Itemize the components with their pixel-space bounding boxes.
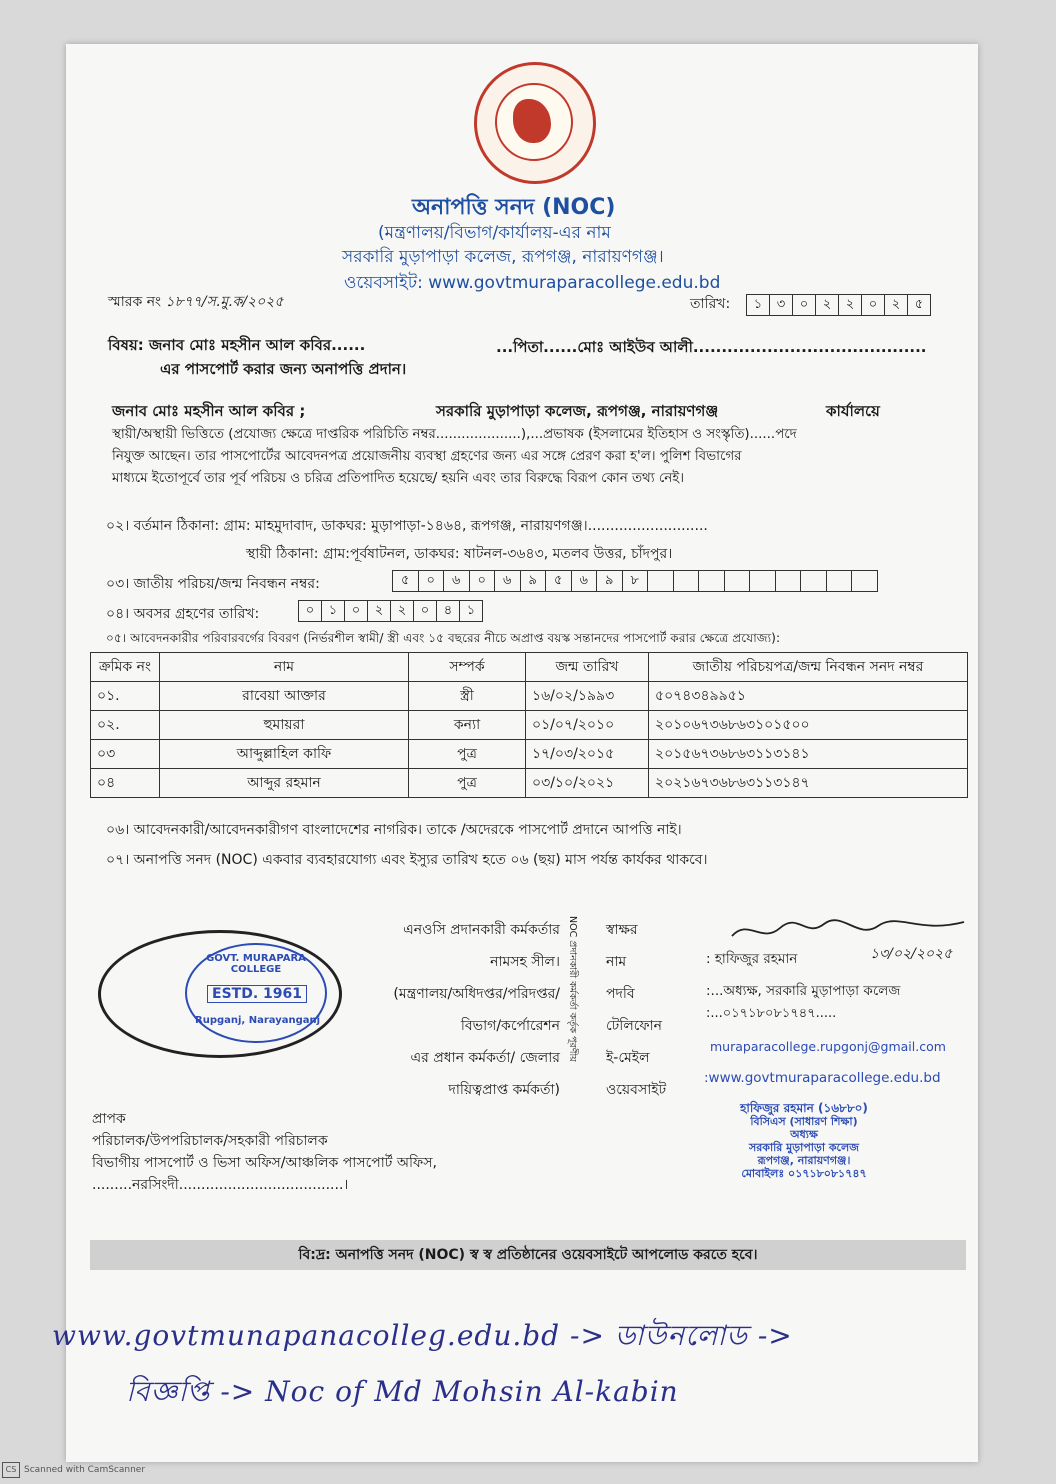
table-row <box>91 682 968 711</box>
subject-father: ...পিতা......মোঃ আইউব আলী......................................... <box>496 338 927 356</box>
cell-birthdate: ১৭/০৩/২০১৫ <box>526 740 649 769</box>
recipient-line-2: পরিচালক/উপপরিচালক/সহকারী পরিচালক <box>92 1133 328 1149</box>
footnote-bar: বি:দ্র: অনাপত্তি সনদ (NOC) স্ব স্ব প্রতিষ্ঠানের ওয়েবসাইটে আপলোড করতে হবে। <box>90 1240 966 1270</box>
family-table-header <box>91 653 968 682</box>
cell-name: রাবেয়া আক্তার <box>160 682 409 711</box>
nid-label: ০৩। জাতীয় পরিচয়/জন্ম নিবন্ধন নম্বর: <box>106 576 320 592</box>
office-suffix: কার্যালয়ে <box>826 402 880 420</box>
vertical-note: NOC প্রদানকারী কর্মকর্তা কর্তৃক পূরণীয় <box>567 916 578 1062</box>
permanent-address: স্থায়ী ঠিকানা: গ্রাম:পূর্বষাটনল, ডাকঘর: ষাটনল-৩৬৪৩, মতলব উত্তর, চাঁদপুর। <box>246 546 673 562</box>
field-label-phone: টেলিফোন <box>606 1018 663 1034</box>
noc-document-page <box>52 44 978 1462</box>
date-label: তারিখ: <box>690 296 731 312</box>
field-label-email: ই-মেইল <box>606 1050 650 1066</box>
retirement-boxes: ০ ১ ০ ২ ২ ০ ৪ ১ <box>298 600 483 622</box>
intro-paragraph-line-3: মাধ্যমে ইতোপূর্বে তার পূর্ব পরিচয় ও চরিত্র প্রতিপাদিত হয়েছে/ হয়নি এবং তার বিরুদ্ধে বিরূপ কোন তথ্য নেই। <box>112 471 685 486</box>
nid-boxes: ৫ ০ ৬ ০ ৬ ৯ ৫ ৬ ৯ ৮ <box>392 570 878 592</box>
header-serial: ক্রমিক নং <box>91 653 160 682</box>
scanner-badge: CS Scanned with CamScanner <box>2 1462 145 1478</box>
signatory-phone: :...০১৭১৮০৮১৭৪৭..... <box>706 1006 837 1021</box>
cell-relation: কন্যা <box>409 711 526 740</box>
signatory-name: : হাফিজুর রহমান <box>706 951 798 967</box>
signature-date: ১৩/০২/২০২৫ <box>870 946 953 962</box>
cell-serial: ০৪ <box>91 769 160 798</box>
signatory-label-6: দায়িত্বপ্রাপ্ত কর্মকর্তা) <box>448 1082 560 1098</box>
signatory-label-4: বিভাগ/কর্পোরেশন <box>460 1018 560 1034</box>
cell-birthdate: ০১/০৭/২০১০ <box>526 711 649 740</box>
subject-line: বিষয়: জনাব মোঃ মহসীন আল কবির...... <box>108 336 366 354</box>
cell-name: আব্দুল্লাহিল কাফি <box>160 740 409 769</box>
header-relation: সম্পর্ক <box>409 653 526 682</box>
header-nid: জাতীয় পরিচয়পত্র/জন্ম নিবন্ধন সনদ নম্বর <box>649 653 968 682</box>
retirement-label: ০৪। অবসর গ্রহণের তারিখ: <box>106 606 260 622</box>
family-table <box>90 652 968 798</box>
field-label-signature: স্বাক্ষর <box>606 922 638 938</box>
handwritten-line-1: www.govtmunapanacolleg.edu.bd -> ডাউনলোড -> <box>52 1319 793 1352</box>
cell-name: হুমায়রা <box>160 711 409 740</box>
cell-nid: ৫০৭৪৩৪৯৯৫১ <box>649 682 968 711</box>
recipient-block <box>92 1108 437 1196</box>
signatory-label-5: এর প্রধান কর্মকর্তা/ জেলার <box>410 1050 560 1066</box>
cell-relation: স্ত্রী <box>409 682 526 711</box>
table-row <box>91 711 968 740</box>
cell-serial: ০২. <box>91 711 160 740</box>
cell-birthdate: ১৬/০২/১৯৯৩ <box>526 682 649 711</box>
clause-06: ০৬। আবেদনকারী/আবেদনকারীগণ বাংলাদেশের নাগরিক। তাকে /অদেরকে পাসপোর্ট প্রদানে আপত্তি নাই। <box>106 822 682 838</box>
field-label-website: ওয়েবসাইট <box>606 1082 667 1098</box>
recipient-line-4: .........নরসিংদী.....................................। <box>92 1177 349 1193</box>
cell-relation: পুত্র <box>409 769 526 798</box>
cell-serial: ০১. <box>91 682 160 711</box>
table-row <box>91 740 968 769</box>
recipient-line-3: বিভাগীয় পাসপোর্ট ও ভিসা অফিস/আঞ্চলিক পাসপোর্ট অফিস, <box>92 1155 437 1171</box>
field-label-designation: পদবি <box>606 986 635 1002</box>
cell-serial: ০৩ <box>91 740 160 769</box>
cell-nid: ২০২১৬৭৩৬৮৬৩১১৩১৪৭ <box>649 769 968 798</box>
present-address: ০২। বর্তমান ঠিকানা: গ্রাম: মাহমুদাবাদ, ডাকঘর: মুড়াপাড়া-১৪৬৪, রূপগঞ্জ, নারায়ণগঞ্জ।........................... <box>106 518 708 534</box>
cell-birthdate: ০৩/১০/২০২১ <box>526 769 649 798</box>
recipient-line-1: প্রাপক <box>92 1111 126 1127</box>
signatory-label-3: (মন্ত্রণালয়/অধিদপ্তর/পরিদপ্তর/ <box>393 986 560 1002</box>
clause-07: ০৭। অনাপত্তি সনদ (NOC) একবার ব্যবহারযোগ্য এবং ইস্যুর তারিখ হতে ০৬ (ছয়) মাস পর্যন্ত কার্যকর থাকবে। <box>106 852 708 868</box>
signatory-email: muraparacollege.rupgonj@gmail.com <box>710 1039 946 1054</box>
header-birthdate: জন্ম তারিখ <box>526 653 649 682</box>
date-boxes: ১ ৩ ০ ২ ২ ০ ২ ৫ <box>746 294 931 316</box>
government-seal-icon <box>474 62 596 184</box>
cell-nid: ২০১৫৬৭৩৬৮৬৩১১৩১৪১ <box>649 740 968 769</box>
office-name: সরকারি মুড়াপাড়া কলেজ, রূপগঞ্জ, নারায়ণগঞ্জ <box>436 402 719 420</box>
memo-number: স্মারক নং ১৮৭৭/স.মু.ক/২০২৫ <box>108 294 284 310</box>
signatory-designation: :...অধ্যক্ষ, সরকারি মুড়াপাড়া কলেজ <box>706 983 901 999</box>
camscanner-icon: CS <box>2 1462 20 1478</box>
cell-nid: ২০১০৬৭৩৬৮৬৩১০১৫০০ <box>649 711 968 740</box>
applicant-name: জনাব মোঃ মহসীন আল কবির ; <box>112 402 306 420</box>
subject-line-2: এর পাসপোর্ট করার জন্য অনাপত্তি প্রদান। <box>160 360 407 378</box>
field-label-name: নাম <box>606 954 627 970</box>
document-title: অনাপত্তি সনদ (NOC) <box>412 195 616 220</box>
intro-paragraph-line-1: স্থায়ী/অস্থায়ী ভিত্তিতে (প্রযোজ্য ক্ষেত্রে দাপ্তরিক পরিচিতি নম্বর....................),...প্রভাষক (ইসলামের ইতিহাস ও সংস্কৃতি)......পদে <box>112 427 797 442</box>
officer-stamp: হাফিজুর রহমান (১৬৮৮০) বিসিএস (সাধারণ শিক্ষা) অধ্যক্ষ সরকারি মুড়াপাড়া কলেজ রূপগঞ্জ, নারায়ণগঞ্জ। মোবাইলঃ ০১৭১৮০৮১৭৪৭ <box>740 1101 868 1180</box>
family-label: ০৫। আবেদনকারীর পরিবারবর্গের বিবরণ (নির্ভরশীল স্বামী/ স্ত্রী এবং ১৫ বছরের নীচে অপ্রাপ্ত বয়স্ক সন্তানদের পাসপোর্ট করার ক্ষেত্রে প্রযোজ্য): <box>106 631 781 645</box>
signatory-field-labels <box>606 914 666 1106</box>
ministry-line: (মন্ত্রণালয়/বিভাগ/কার্যালয়-এর নাম <box>378 223 611 243</box>
cell-relation: পুত্র <box>409 740 526 769</box>
signatory-label-2: নামসহ সীল। <box>490 954 560 970</box>
intro-paragraph-line-2: নিযুক্ত আছেন। তার পাসপোর্টের আবেদনপত্র প্রয়োজনীয় ব্যবস্থা গ্রহণের জন্য এর সঙ্গে প্রেরণ করা হ'ল। পুলিশ বিভাগের <box>112 449 742 464</box>
signatory-left-labels <box>393 914 560 1106</box>
table-row <box>91 769 968 798</box>
institution-name: সরকারি মুড়াপাড়া কলেজ, রূপগঞ্জ, নারায়ণগঞ্জ। <box>342 247 664 267</box>
handwritten-line-2: বিজ্ঞপ্তি -> Noc of Md Mohsin Al-kabin <box>126 1375 679 1408</box>
signatory-website: :www.govtmuraparacollege.edu.bd <box>704 1070 941 1086</box>
signatory-label-1: এনওসি প্রদানকারী কর্মকর্তার <box>403 922 560 938</box>
cell-name: আব্দুর রহমান <box>160 769 409 798</box>
header-website: ওয়েবসাইট: www.govtmuraparacollege.edu.bd <box>344 273 721 293</box>
header-name: নাম <box>160 653 409 682</box>
college-seal-icon: GOVT. MURAPARA COLLEGE ESTD. 1961 Rupganj, Narayanganj <box>98 930 342 1058</box>
